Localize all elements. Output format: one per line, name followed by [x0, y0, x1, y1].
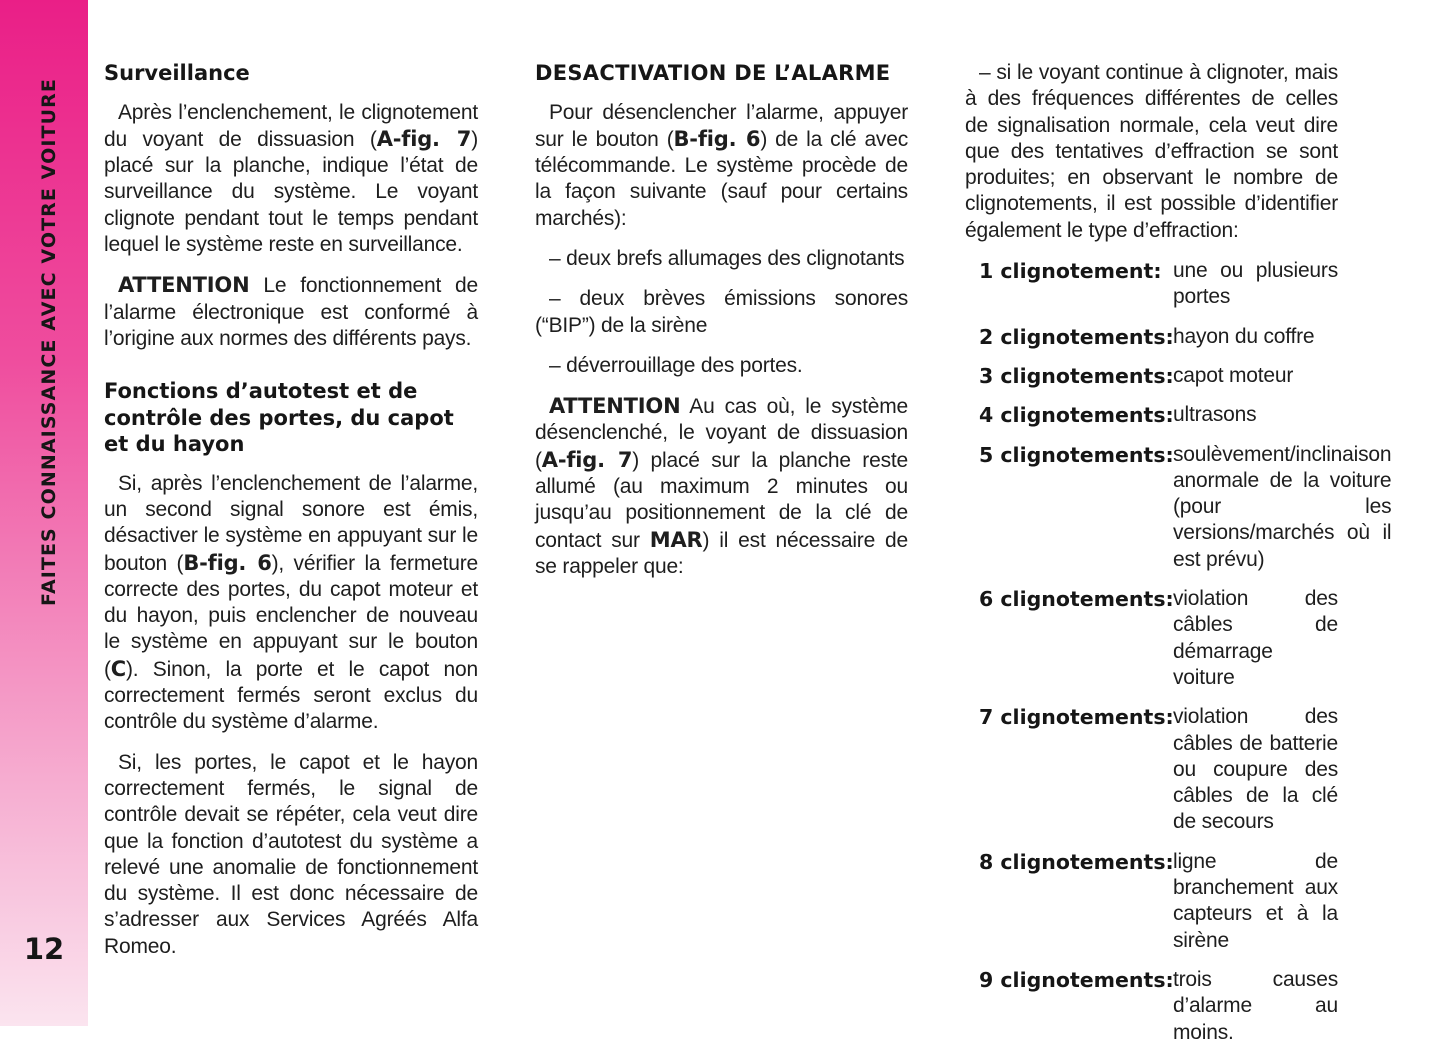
text: Si, après l’enclenchement de l’alarme, un second signal sonore est émis, désactiver le système en appuyant sur le bouton ( — [104, 471, 478, 575]
button-ref: C — [110, 656, 127, 681]
blink-label: 3 clignotements: — [979, 363, 1174, 388]
column-left — [104, 60, 478, 974]
blink-description: capot moteur — [1173, 363, 1294, 387]
page-number: 12 — [23, 932, 65, 966]
blink-row — [965, 849, 1338, 954]
heading-autotest: Fonctions d’autotest et de contrôle des portes, du capot et du hayon — [104, 379, 454, 457]
blink-row — [965, 704, 1338, 835]
text: ) de la clé avec télécommande. Le système procède de la façon suivante (sauf pour certains marchés): — [535, 127, 909, 230]
blink-description: trois causes d’alarme au moins. — [1173, 967, 1338, 1044]
blink-description: hayon du coffre — [1173, 324, 1315, 348]
blink-row — [965, 967, 1338, 1046]
text: ), vérifier la fermeture correcte des portes, du capot moteur et du hayon, puis enclencher de nouveau le système en appuyant sur le bouton ( — [104, 551, 478, 681]
blink-description: une ou plusieurs portes — [1173, 259, 1338, 309]
blink-label: 4 clignotements: — [979, 403, 1174, 428]
text: ) placé sur la planche reste allumé (au maximum 2 minutes ou jusqu’au positionnement de la clé de contact sur — [535, 448, 908, 552]
figure-ref: B-fig. 6 — [673, 126, 761, 151]
paragraph-autotest — [104, 471, 478, 736]
blink-label: 8 clignotements: — [979, 849, 1174, 874]
attention-label: ATTENTION — [549, 394, 681, 419]
blink-label: 6 clignotements: — [979, 587, 1174, 612]
text: ) il est nécessaire de se rappeler que: — [535, 528, 908, 578]
blink-label: 7 clignotements: — [979, 705, 1174, 730]
column-middle — [535, 60, 908, 594]
paragraph-attention — [104, 272, 478, 352]
figure-ref: A-fig. 7 — [376, 126, 472, 151]
blink-row — [965, 442, 1392, 573]
key-position: MAR — [649, 527, 703, 552]
paragraph-desactivation — [535, 100, 908, 232]
paragraph-intro: – si le voyant continue à clignoter, mais à des fréquences différentes de celles de signalisation normale, cela veut dire que des tentatives d’effraction se sont produites; en observant le nombre de clignotements, il est possible d’identifier également le type d’effraction: — [965, 61, 1338, 242]
blink-label: 9 clignotements: — [979, 967, 1174, 992]
text: Pour désenclencher l’alarme, appuyer sur le bouton ( — [535, 100, 908, 151]
blink-row — [965, 324, 1338, 350]
blink-label: 2 clignotements: — [979, 324, 1174, 349]
text: ) placé sur la planche, indique l’état de surveillance du système. Le voyant clignote pendant tout le temps pendant lequel le système reste en surveillance. — [104, 127, 479, 256]
list-item: – déverrouillage des portes. — [549, 353, 803, 377]
paragraph-surveillance — [104, 100, 478, 259]
blink-row — [965, 586, 1338, 691]
blink-description: ligne de branchement aux capteurs et à la sirène — [1173, 849, 1338, 952]
blink-description: violation des câbles de démarrage voiture — [1173, 587, 1338, 689]
text: ). Sinon, la porte et le capot non correctement fermés seront exclus du contrôle du système d’alarme. — [104, 657, 478, 734]
heading-desactivation: DESACTIVATION DE L’ALARME — [535, 61, 891, 85]
paragraph-anomaly: Si, les portes, le capot et le hayon correctement fermés, le signal de contrôle devait se répéter, cela veut dire que la fonction d’autotest du système a relevé une anomalie de fonctionnement du système. Il est donc nécessaire de s’adresser aux Services Agréés Alfa Romeo. — [104, 750, 478, 958]
heading-surveillance: Surveillance — [104, 61, 250, 85]
attention-label: ATTENTION — [118, 273, 250, 298]
text: Le fonctionnement de l’alarme électronique est conformé à l’origine aux normes des différents pays. — [104, 274, 478, 350]
figure-ref: B-fig. 6 — [183, 550, 272, 575]
blink-description: soulèvement/inclinaison anormale de la voiture (pour les versions/marchés où il est prévu) — [1173, 442, 1392, 571]
blink-row — [965, 363, 1338, 389]
sidebar — [0, 0, 88, 1026]
figure-ref: A-fig. 7 — [541, 447, 633, 472]
paragraph-attention — [535, 393, 908, 580]
text: Au cas où, le système désenclenché, le voyant de dissuasion ( — [535, 395, 908, 472]
blink-label: 1 clignotement: — [979, 259, 1162, 284]
blink-row — [965, 258, 1338, 311]
list-item: – deux brèves émissions sonores (“BIP”) de la sirène — [535, 287, 908, 337]
blink-row — [965, 402, 1338, 428]
blink-label: 5 clignotements: — [979, 442, 1174, 467]
text: Après l’enclenchement, le clignotement du voyant de dissuasion ( — [104, 100, 478, 151]
section-title: FAITES CONNAISSANCE AVEC VOTRE VOITURE — [38, 78, 60, 606]
list-item: – deux brefs allumages des clignotants — [549, 246, 905, 270]
blink-description: ultrasons — [1173, 403, 1257, 427]
column-right — [965, 60, 1392, 1059]
blink-description: violation des câbles de batterie ou coupure des câbles de la clé de secours — [1173, 705, 1338, 834]
